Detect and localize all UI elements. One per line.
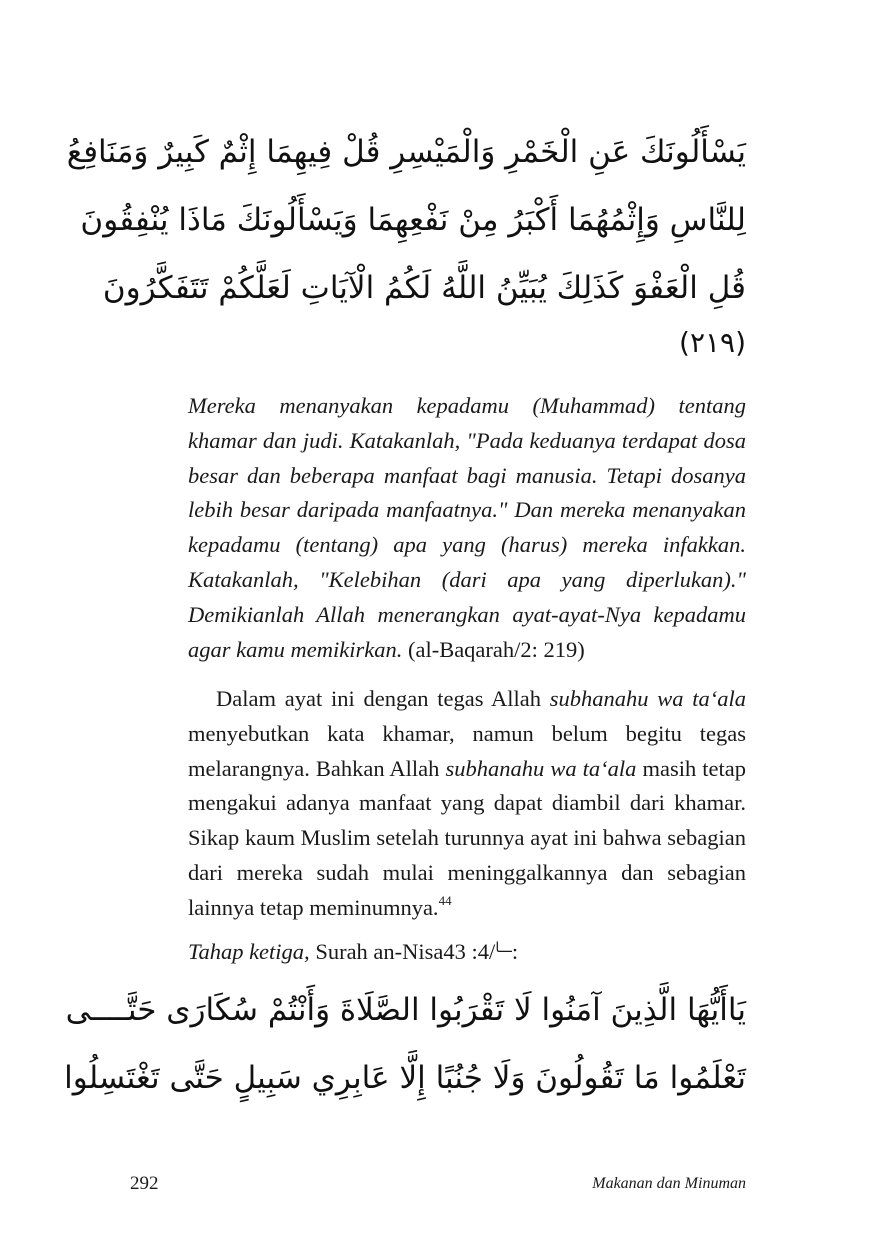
stage-surah-ref: /4: 43: xyxy=(443,939,519,964)
arabic-verse-block xyxy=(66,118,746,322)
stage-heading xyxy=(188,931,746,969)
paragraph-text: masih tetap mengakui adanya manfaat yang dapat diambil dari khamar. Sikap kaum Muslim setelah turunnya ayat ini bahwa sebagian dari mereka sudah mulai meninggalkannya dan sebagian lainnya tetap meminumnya. xyxy=(188,755,746,920)
paragraph-text: menyebutkan kata khamar, namun belum begitu tegas melarangnya. Bahkan Allah xyxy=(188,720,746,781)
honorific-mark-icon: ـــا xyxy=(495,940,512,956)
verse-translation xyxy=(188,389,746,667)
ayah-number: (٢١٩) xyxy=(679,326,746,359)
stage-label: Tahap ketiga, xyxy=(188,939,310,964)
verse-reference: (al-Baqarah/2: 219) xyxy=(407,636,585,662)
paragraph-text: Dalam ayat ini dengan tegas Allah xyxy=(216,686,550,711)
arabic-verse-line: تَعْلَمُوا مَا تَقُولُونَ وَلَا جُنُبًا إِلَّا عَابِرِي سَبِيلٍ حَتَّى تَغْتَسِلُوا xyxy=(64,1060,746,1096)
commentary-paragraph xyxy=(188,682,746,926)
running-footer-title: Makanan dan Minuman xyxy=(592,1175,746,1192)
translation-text: Mereka menanyakan kepadamu (Muhammad) tentang khamar dan judi. Katakanlah, "Pada keduanya terdapat dosa besar dan beberapa manfaat bagi manusia. Tetapi dosanya lebih besar daripada manfaatnya." Dan mereka menanyakan kepadamu (tentang) apa yang (harus) mereka infakkan. Katakanlah, "Kelebihan (dari apa yang diperlukan)." Demikianlah Allah menerangkan ayat-ayat-Nya kepadamu agar kamu memikirkan. xyxy=(188,393,746,662)
paragraph-italic: subhanahu wa ta‘ala xyxy=(445,755,637,781)
arabic-verse-line: لِلنَّاسِ وَإِثْمُهُمَا أَكْبَرُ مِنْ نَفْعِهِمَا وَيَسْأَلُونَكَ مَاذَا يُنْفِقُونَ xyxy=(80,202,746,238)
footnote-marker: 44 xyxy=(438,892,452,908)
paragraph-italic: subhanahu wa ta‘ala xyxy=(549,686,746,711)
arabic-verse-line: يَسْأَلُونَكَ عَنِ الْخَمْرِ وَالْمَيْسِرِ قُلْ فِيهِمَا إِثْمٌ كَبِيرٌ وَمَنَافِعُ xyxy=(66,134,746,170)
arabic-verse-line: قُلِ الْعَفْوَ كَذَلِكَ يُبَيِّنُ اللَّهُ لَكُمُ الْآيَاتِ لَعَلَّكُمْ تَتَفَكَّرُونَ xyxy=(102,270,746,306)
arabic-verse-block-2 xyxy=(64,976,746,1112)
page-number: 292 xyxy=(130,1173,159,1194)
stage-surah: Surah an-Nisa xyxy=(309,939,444,964)
arabic-verse-line: يَاأَيُّهَا الَّذِينَ آمَنُوا لَا تَقْرَبُوا الصَّلَاةَ وَأَنْتُمْ سُكَارَى حَتَّــــى xyxy=(65,992,746,1028)
